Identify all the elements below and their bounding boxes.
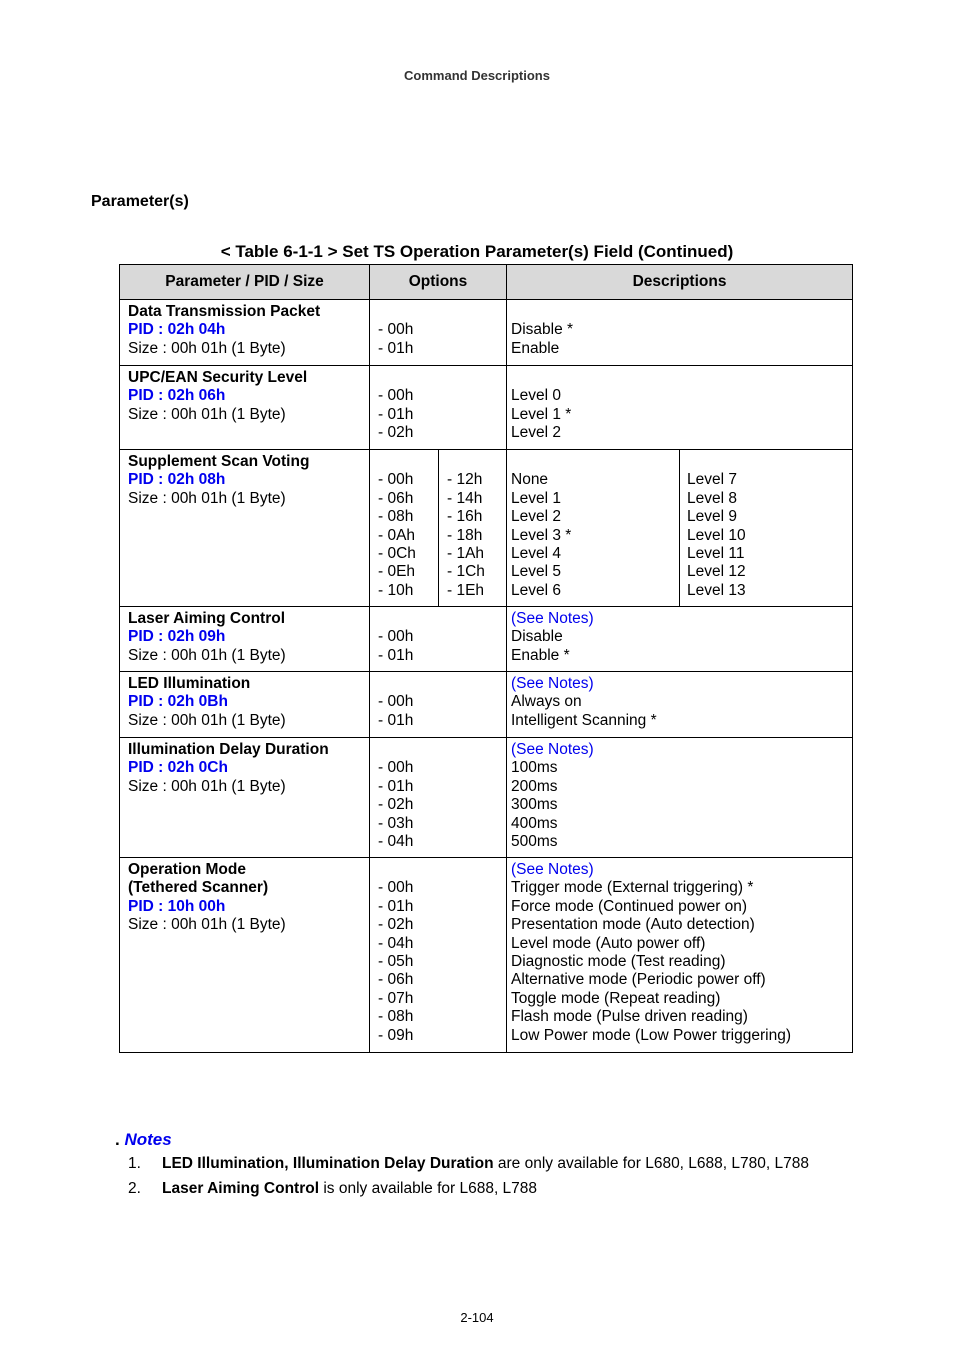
option-value: - 12h [447, 471, 483, 489]
table-row [120, 450, 853, 607]
option-value: - 01h [378, 405, 414, 423]
param-pid: PID : 02h 0Bh [128, 693, 228, 711]
description-value: 100ms [511, 759, 558, 777]
option-value: - 10h [378, 581, 414, 599]
option-value: - 1Eh [447, 581, 485, 599]
options-cell [370, 300, 507, 366]
description-value: Enable * [511, 646, 570, 664]
param-pid: PID : 02h 0Ch [128, 759, 228, 777]
description-value: Level 2 [511, 424, 561, 442]
description-value: Diagnostic mode (Test reading) [511, 953, 726, 971]
option-value: - 02h [378, 916, 414, 934]
param-name: Illumination Delay Duration [128, 741, 329, 758]
description-value: Toggle mode (Repeat reading) [511, 989, 721, 1007]
param-name: Data Transmission Packet [128, 303, 321, 320]
param-size: Size : 00h 01h (1 Byte) [128, 916, 286, 934]
option-value: - 01h [378, 777, 414, 795]
table-row [120, 858, 853, 1053]
description-value: Always on [511, 693, 582, 711]
options-cell [370, 366, 507, 450]
param-pid: PID : 02h 04h [128, 321, 226, 339]
description-cell [507, 738, 853, 858]
param-name: LED Illumination [128, 675, 251, 692]
description-cell [507, 366, 853, 450]
option-value: - 0Eh [378, 563, 416, 581]
option-value: - 00h [378, 387, 414, 405]
note-text: is only available for L688, L788 [319, 1180, 538, 1197]
param-cell [120, 450, 370, 607]
param-size: Size : 00h 01h (1 Byte) [128, 339, 286, 357]
option-value: - 18h [447, 526, 483, 544]
description-value: Level mode (Auto power off) [511, 934, 706, 952]
description-value: Low Power mode (Low Power triggering) [511, 1026, 791, 1044]
param-pid: PID : 10h 00h [128, 897, 226, 915]
description-value: Level 3 * [511, 526, 572, 544]
param-size: Size : 00h 01h (1 Byte) [128, 777, 286, 795]
notes-title: Notes [124, 1130, 172, 1149]
option-value: - 00h [378, 321, 414, 339]
note-bold-text: Laser Aiming Control [162, 1180, 320, 1197]
option-value: - 03h [378, 814, 414, 832]
options-cell [370, 858, 507, 1053]
description-value: 500ms [511, 833, 558, 851]
description-value: None [511, 471, 549, 489]
description-cell [507, 607, 853, 672]
options-cell [439, 450, 507, 607]
description-value: Level 10 [687, 526, 746, 544]
description-value: Level 1 [511, 489, 561, 507]
see-notes-link[interactable]: (See Notes) [511, 610, 594, 627]
option-value: - 1Ah [447, 545, 485, 563]
table-row [120, 300, 853, 366]
section-title: Parameter(s) [91, 193, 189, 210]
param-pid: PID : 02h 08h [128, 471, 226, 489]
param-cell [120, 366, 370, 450]
description-value: Enable [511, 339, 560, 357]
column-header-options: Options [370, 265, 507, 300]
option-value: - 00h [378, 759, 414, 777]
description-value: Level 5 [511, 563, 561, 581]
param-size: Size : 00h 01h (1 Byte) [128, 405, 286, 423]
param-cell [120, 607, 370, 672]
param-cell [120, 300, 370, 366]
table-row [120, 366, 853, 450]
options-cell [370, 738, 507, 858]
option-value: - 00h [378, 628, 414, 646]
notes-prefix: . [115, 1130, 125, 1149]
option-value: - 16h [447, 508, 483, 526]
option-value: - 06h [378, 971, 414, 989]
description-value: Level 6 [511, 581, 561, 599]
options-cell [370, 672, 507, 738]
param-name: Operation Mode [128, 861, 246, 878]
option-value: - 1Ch [447, 563, 485, 581]
description-value: Level 11 [687, 545, 745, 563]
description-value: Level 8 [687, 489, 737, 507]
column-header-descriptions: Descriptions [507, 265, 853, 300]
description-value: Level 2 [511, 508, 561, 526]
options-cell [370, 450, 439, 607]
param-name: Supplement Scan Voting [128, 453, 310, 470]
description-value: 200ms [511, 777, 558, 795]
see-notes-link[interactable]: (See Notes) [511, 741, 594, 758]
description-value: Disable * [511, 321, 574, 339]
description-value: Level 13 [687, 581, 746, 599]
description-value: 400ms [511, 814, 558, 832]
description-value: Intelligent Scanning * [511, 711, 657, 729]
option-value: - 14h [447, 489, 483, 507]
param-size: Size : 00h 01h (1 Byte) [128, 489, 286, 507]
option-value: - 02h [378, 796, 414, 814]
param-cell [120, 738, 370, 858]
option-value: - 01h [378, 711, 414, 729]
description-value: Level 4 [511, 545, 561, 563]
option-value: - 08h [378, 508, 414, 526]
table-caption: < Table 6-1-1 > Set TS Operation Parameter(s) Field (Continued) [220, 242, 734, 261]
param-name: UPC/EAN Security Level [128, 369, 308, 386]
option-value: - 05h [378, 953, 414, 971]
description-cell [507, 450, 680, 607]
param-pid: PID : 02h 09h [128, 628, 226, 646]
param-name: (Tethered Scanner) [128, 879, 269, 897]
note-number: 2. [128, 1180, 141, 1197]
param-cell [120, 858, 370, 1053]
parameter-table [119, 264, 853, 1053]
description-value: 300ms [511, 796, 558, 814]
description-cell [507, 672, 853, 738]
option-value: - 0Ah [378, 526, 416, 544]
description-value: Flash mode (Pulse driven reading) [511, 1008, 748, 1026]
page-number: 2-104 [460, 1310, 494, 1325]
option-value: - 0Ch [378, 545, 416, 563]
description-value: Level 0 [511, 387, 561, 405]
table-row [120, 607, 853, 672]
option-value: - 00h [378, 879, 414, 897]
option-value: - 06h [378, 489, 414, 507]
description-value: Alternative mode (Periodic power off) [511, 971, 766, 989]
option-value: - 04h [378, 833, 414, 851]
note-number: 1. [128, 1155, 141, 1172]
description-value: Level 9 [687, 508, 737, 526]
column-header-parameter: Parameter / PID / Size [120, 265, 370, 300]
see-notes-link[interactable]: (See Notes) [511, 675, 594, 692]
param-size: Size : 00h 01h (1 Byte) [128, 711, 286, 729]
table-row [120, 738, 853, 858]
option-value: - 01h [378, 897, 414, 915]
option-value: - 00h [378, 693, 414, 711]
param-pid: PID : 02h 06h [128, 387, 226, 405]
param-size: Size : 00h 01h (1 Byte) [128, 646, 286, 664]
option-value: - 01h [378, 339, 414, 357]
option-value: - 04h [378, 934, 414, 952]
option-value: - 07h [378, 989, 414, 1007]
note-bold-text: LED Illumination, Illumination Delay Duration [162, 1155, 494, 1172]
description-cell [680, 450, 853, 607]
description-cell [507, 300, 853, 366]
description-value: Force mode (Continued power on) [511, 897, 748, 915]
table-header-row [120, 265, 853, 300]
param-cell [120, 672, 370, 738]
description-value: Level 12 [687, 563, 746, 581]
description-value: Presentation mode (Auto detection) [511, 916, 755, 934]
description-value: Trigger mode (External triggering) * [511, 879, 754, 897]
description-cell [507, 858, 853, 1053]
see-notes-link[interactable]: (See Notes) [511, 861, 594, 878]
table-row [120, 672, 853, 738]
option-value: - 02h [378, 424, 414, 442]
notes-heading [115, 1130, 172, 1150]
page-header: Command Descriptions [404, 68, 550, 83]
option-value: - 01h [378, 646, 414, 664]
description-value: Disable [511, 628, 563, 646]
option-value: - 00h [378, 471, 414, 489]
option-value: - 09h [378, 1026, 414, 1044]
description-value: Level 7 [687, 471, 737, 489]
options-cell [370, 607, 507, 672]
note-text: are only available for L680, L688, L780, L788 [493, 1155, 809, 1172]
description-value: Level 1 * [511, 405, 572, 423]
param-name: Laser Aiming Control [128, 610, 286, 627]
option-value: - 08h [378, 1008, 414, 1026]
